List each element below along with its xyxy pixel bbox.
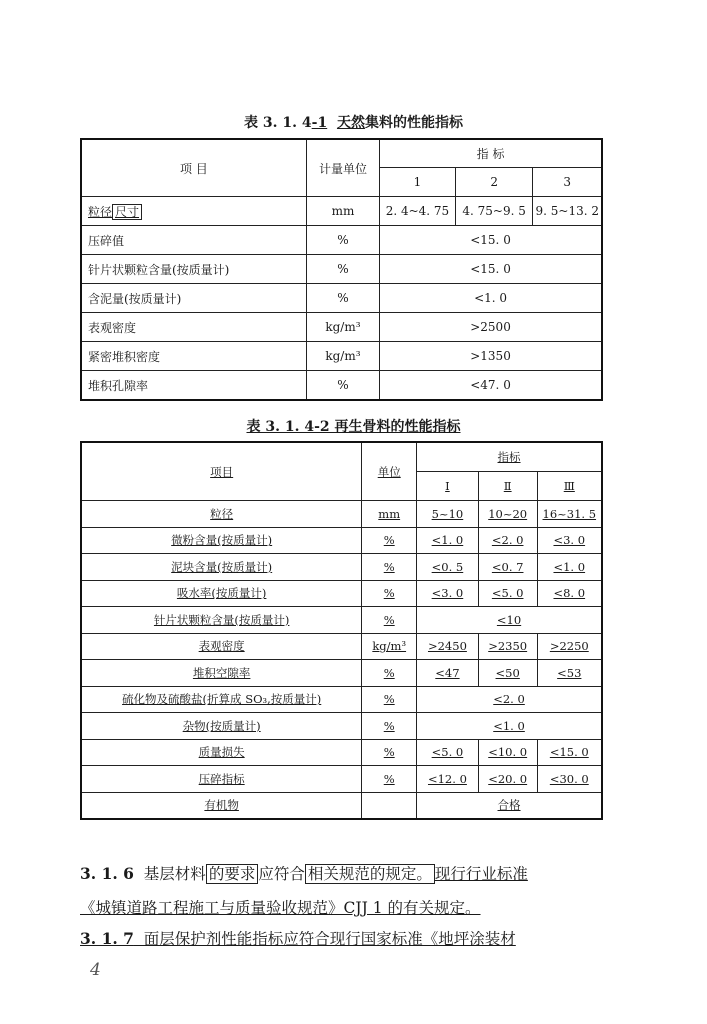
row-value-text: >2450 (427, 639, 467, 654)
para-3-1-7-num: 3. 1. 7 (80, 929, 134, 948)
row-value (537, 501, 602, 528)
row-value (478, 660, 537, 687)
row-unit (362, 766, 417, 793)
table-row (81, 633, 602, 660)
table2-header-index (417, 442, 602, 472)
row-unit (362, 713, 417, 740)
table-row (81, 255, 602, 284)
row-unit-text: % (383, 771, 395, 786)
row-value-text: 10~20 (488, 506, 528, 521)
row-unit: mm (306, 197, 379, 226)
table2-header-unit-text: 单位 (377, 464, 401, 479)
row-unit (362, 686, 417, 713)
row-unit: % (306, 255, 379, 284)
row-value (417, 501, 479, 528)
row-value (417, 580, 479, 607)
row-value (478, 633, 537, 660)
row-unit-text: % (383, 692, 395, 707)
table-row (81, 284, 602, 313)
row-name (81, 660, 362, 687)
table-row (81, 766, 602, 793)
row-value (478, 554, 537, 581)
table-row (81, 686, 602, 713)
table1-header-item: 项 目 (81, 139, 306, 197)
row-value-text: <5. 0 (491, 586, 524, 601)
row-name (81, 580, 362, 607)
row-value-text: <3. 0 (431, 586, 464, 601)
row-name-text: 有机物 (204, 798, 239, 813)
row-name-text: 压碎指标 (198, 771, 245, 786)
row-unit (362, 527, 417, 554)
row-name-part: 粒径 (88, 204, 113, 219)
table2-header-col (478, 472, 537, 501)
row-name (81, 527, 362, 554)
row-value (478, 739, 537, 766)
row-name: 表观密度 (81, 313, 306, 342)
table-row (81, 501, 602, 528)
row-name-text: 针片状颗粒含量(按质量计) (153, 612, 290, 627)
row-name (81, 197, 306, 226)
row-value-text: <30. 0 (549, 771, 589, 786)
page-number: 4 (90, 960, 101, 980)
row-unit (362, 739, 417, 766)
row-merged-value: <15. 0 (380, 226, 602, 255)
row-name-text: 泥块含量(按质量计) (171, 559, 273, 574)
row-name (81, 633, 362, 660)
table2 (80, 441, 603, 820)
row-merged-value-text: <10 (496, 612, 522, 627)
row-unit-text: mm (378, 506, 401, 521)
row-name: 含泥量(按质量计) (81, 284, 306, 313)
row-merged-value (417, 713, 602, 740)
table2-header-item-text: 项目 (210, 464, 234, 479)
table-row (81, 313, 602, 342)
row-merged-value: >1350 (380, 342, 602, 371)
para-text: 应符合 (258, 865, 305, 883)
para-3-1-6-num: 3. 1. 6 (80, 864, 134, 883)
table-row (81, 197, 602, 226)
table1-caption-suffix: -1 (311, 115, 328, 131)
row-name (81, 501, 362, 528)
table-row (81, 660, 602, 687)
row-value-text: <0. 5 (431, 559, 464, 574)
table2-header-index-text: 指标 (497, 450, 521, 464)
row-value (478, 501, 537, 528)
row-value-text: >2250 (549, 639, 589, 654)
row-value-text: <0. 7 (491, 559, 524, 574)
row-value (537, 527, 602, 554)
row-value (417, 554, 479, 581)
table1-caption-rest: 集料的性能指标 (364, 115, 463, 131)
row-name (81, 686, 362, 713)
row-value (478, 580, 537, 607)
row-unit-text: % (383, 533, 395, 548)
table2-body (81, 501, 602, 820)
row-merged-value: >2500 (380, 313, 602, 342)
row-value (417, 527, 479, 554)
row-name-text: 硫化物及硫酸盐(折算成 SO₃,按质量计) (122, 692, 322, 707)
row-name-text: 质量损失 (198, 745, 245, 760)
row-merged-value-text: <1. 0 (493, 718, 525, 733)
row-value-text: <15. 0 (549, 745, 589, 760)
row-name: 压碎值 (81, 226, 306, 255)
table-row (81, 713, 602, 740)
table1-header-col: 2 (455, 168, 533, 197)
table-row (81, 554, 602, 581)
row-name (81, 766, 362, 793)
table2-header-col-text: Ⅲ (563, 479, 575, 493)
row-value (417, 739, 479, 766)
row-name-boxed: 尺寸 (112, 204, 142, 220)
row-unit (362, 501, 417, 528)
para-3-1-6 (80, 863, 603, 885)
table1-header-index: 指 标 (380, 139, 602, 168)
row-value-text: 16~31. 5 (542, 506, 597, 521)
row-value: 4. 75~9. 5 (455, 197, 533, 226)
row-value (537, 739, 602, 766)
row-unit: % (306, 371, 379, 401)
row-name-text: 粒径 (210, 506, 234, 521)
row-unit-text: % (383, 665, 395, 680)
para-boxed-text: 相关规范的规定。 (305, 864, 435, 884)
row-name: 堆积孔隙率 (81, 371, 306, 401)
table2-header-col (537, 472, 602, 501)
row-value: 2. 4~4. 75 (380, 197, 456, 226)
row-value-text: <10. 0 (488, 745, 528, 760)
row-merged-value: <15. 0 (380, 255, 602, 284)
table2-header-col-text: Ⅰ (445, 479, 450, 493)
row-name-text: 微粉含量(按质量计) (171, 533, 273, 548)
row-value-text: <8. 0 (553, 586, 586, 601)
row-merged-value (417, 792, 602, 819)
para-text: 基层材料 (133, 865, 206, 883)
row-unit (362, 660, 417, 687)
table2-caption: 表 3. 1. 4-2 再生骨料的性能指标 (246, 419, 461, 435)
row-name (81, 554, 362, 581)
row-value-text: <1. 0 (553, 559, 586, 574)
table-row (81, 371, 602, 401)
para-boxed-text: 的要求 (206, 864, 259, 884)
table2-header-col-text: Ⅱ (503, 479, 512, 493)
row-value-text: <3. 0 (553, 533, 586, 548)
row-name (81, 713, 362, 740)
row-value (417, 766, 479, 793)
row-name: 针片状颗粒含量(按质量计) (81, 255, 306, 284)
row-name-text: 表观密度 (198, 639, 245, 654)
row-name (81, 792, 362, 819)
row-unit: % (306, 226, 379, 255)
row-name-text: 杂物(按质量计) (182, 718, 261, 733)
row-value (537, 766, 602, 793)
para-3-1-6-line2: 《城镇道路工程施工与质量验收规范》CJJ 1 的有关规定。 (80, 899, 481, 917)
table-row (81, 226, 602, 255)
table-row (81, 342, 602, 371)
row-unit: kg/m³ (306, 313, 379, 342)
table1-caption-em: 天然 (336, 115, 365, 131)
row-value-text: <53 (557, 665, 582, 680)
row-value-text: <50 (495, 665, 520, 680)
table-row (81, 607, 602, 634)
row-unit (362, 607, 417, 634)
row-merged-value-text: 合格 (497, 798, 521, 813)
row-value-text: <20. 0 (488, 771, 528, 786)
para-underlined-text: 现行行业标准 (434, 865, 528, 883)
row-unit-text: % (383, 745, 395, 760)
table-row (81, 580, 602, 607)
row-value-text: >2350 (488, 639, 528, 654)
row-value-text: 5~10 (431, 506, 464, 521)
row-merged-value (417, 607, 602, 634)
row-unit-text: kg/m³ (372, 639, 407, 654)
row-value (478, 527, 537, 554)
row-merged-value: <47. 0 (380, 371, 602, 401)
row-merged-value: <1. 0 (380, 284, 602, 313)
row-value-text: <47 (435, 665, 460, 680)
row-value: 9. 5~13. 2 (533, 197, 602, 226)
table-row (81, 527, 602, 554)
row-unit-text: % (383, 559, 395, 574)
table-row (81, 739, 602, 766)
row-name (81, 739, 362, 766)
table1-caption-num: 表 3. 1. 4 (244, 115, 312, 131)
row-value (417, 633, 479, 660)
row-unit: % (306, 284, 379, 313)
row-unit: kg/m³ (306, 342, 379, 371)
row-value-text: <12. 0 (427, 771, 467, 786)
row-name: 紧密堆积密度 (81, 342, 306, 371)
row-name-text: 堆积空隙率 (192, 665, 251, 680)
row-merged-value-text: <2. 0 (493, 692, 525, 707)
row-value (537, 633, 602, 660)
row-unit-text: % (383, 718, 395, 733)
row-unit (362, 792, 417, 819)
row-value-text: <2. 0 (491, 533, 524, 548)
row-unit (362, 580, 417, 607)
table1-caption (0, 112, 707, 132)
row-unit (362, 554, 417, 581)
table1 (80, 138, 603, 401)
table2-header-unit (362, 442, 417, 501)
table1-header-col: 3 (533, 168, 602, 197)
row-value-text: <1. 0 (431, 533, 464, 548)
table1-header-unit: 计量单位 (306, 139, 379, 197)
table2-header-item (81, 442, 362, 501)
row-name (81, 607, 362, 634)
row-name-text: 吸水率(按质量计) (176, 586, 267, 601)
row-unit (362, 633, 417, 660)
row-value (537, 580, 602, 607)
para-text: 面层保护剂性能指标应符合现行国家标准《地坪涂装材 (133, 930, 516, 948)
row-value (478, 766, 537, 793)
row-value-text: <5. 0 (431, 745, 464, 760)
row-unit-text: % (383, 612, 395, 627)
row-value (417, 660, 479, 687)
para-3-1-7 (80, 928, 603, 950)
table1-header-col: 1 (380, 168, 456, 197)
table2-header-col (417, 472, 479, 501)
row-value (537, 660, 602, 687)
row-unit-text: % (383, 586, 395, 601)
row-merged-value (417, 686, 602, 713)
table-row (81, 792, 602, 819)
row-value (537, 554, 602, 581)
